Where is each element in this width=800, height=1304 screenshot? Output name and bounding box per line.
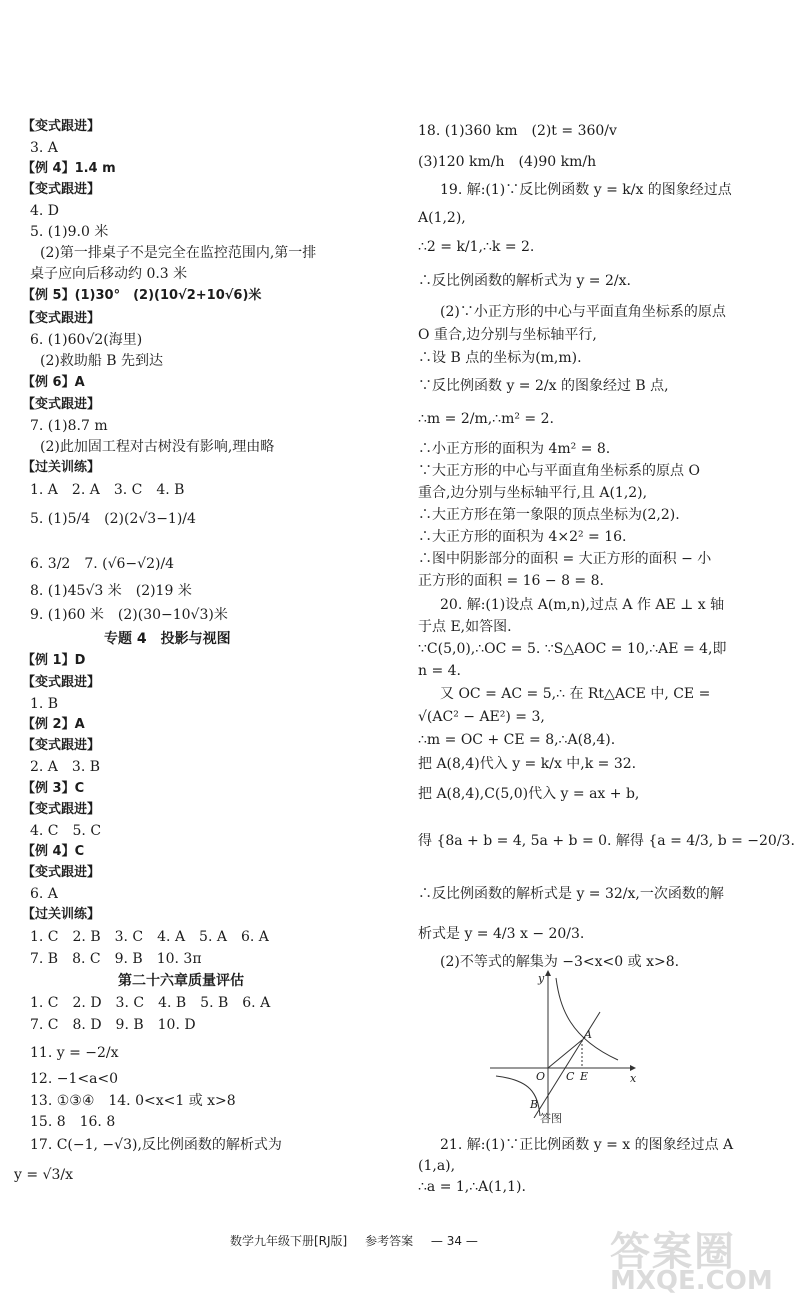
- left-answer-line: 8. (1)45√3 米 (2)19 米: [30, 583, 192, 599]
- left-answer-line: 【变式跟进】: [22, 738, 101, 753]
- left-answer-line: 11. y = −2/x: [30, 1045, 119, 1061]
- right-answer-line: ∴2 = k/1,∴k = 2.: [418, 239, 535, 255]
- right-answer-line: 析式是 y = 4/3 x − 20/3.: [418, 926, 585, 942]
- left-answer-line: 【例 2】A: [22, 717, 85, 732]
- right-answer-line: ∴图中阴影部分的面积 = 大正方形的面积 − 小: [418, 551, 712, 567]
- left-answer-line: y = √3/x: [14, 1167, 73, 1183]
- right-answer-line: 20. 解:(1)设点 A(m,n),过点 A 作 AE ⊥ x 轴: [440, 597, 725, 613]
- y-axis-label: y: [538, 972, 545, 985]
- right-answer-line: ∵反比例函数 y = 2/x 的图象经过 B 点,: [418, 378, 669, 394]
- footer-section: 参考答案: [365, 1234, 414, 1248]
- right-answer-line: ∴反比例函数的解析式是 y = 32/x,一次函数的解: [418, 886, 724, 902]
- left-answer-line: 第二十六章质量评估: [118, 973, 244, 989]
- left-answer-line: 3. A: [30, 140, 58, 156]
- left-answer-line: 12. −1<a<0: [30, 1071, 119, 1087]
- figure-caption: 答图: [540, 1112, 562, 1125]
- left-answer-line: 6. 3/2 7. (√6−√2)/4: [30, 556, 175, 572]
- right-answer-line: ∴小正方形的面积为 4m² = 8.: [418, 441, 611, 457]
- right-answer-line: ∴反比例函数的解析式为 y = 2/x.: [418, 273, 631, 289]
- page-number: — 34 —: [430, 1234, 478, 1248]
- left-answer-line: 17. C(−1, −√3),反比例函数的解析式为: [30, 1137, 282, 1153]
- left-answer-line: 1. B: [30, 696, 59, 712]
- right-answer-line: 18. (1)360 km (2)t = 360/v: [418, 123, 617, 139]
- left-answer-line: 9. (1)60 米 (2)(30−10√3)米: [30, 607, 228, 623]
- left-answer-line: 【例 5】(1)30° (2)(10√2+10√6)米: [22, 288, 262, 303]
- left-answer-line: 13. ①③④ 14. 0<x<1 或 x>8: [30, 1093, 236, 1109]
- footer-book: 数学九年级下册[RJ版]: [230, 1234, 348, 1248]
- left-answer-line: 【变式跟进】: [22, 865, 101, 880]
- right-answer-line: ∵大正方形的中心与平面直角坐标系的原点 O: [418, 463, 700, 479]
- left-answer-line: 1. A 2. A 3. C 4. B: [30, 482, 185, 498]
- left-answer-line: 1. C 2. D 3. C 4. B 5. B 6. A: [30, 995, 271, 1011]
- left-answer-line: 6. A: [30, 886, 58, 902]
- right-answer-line: 又 OC = AC = 5,∴ 在 Rt△ACE 中, CE =: [440, 686, 711, 702]
- right-answer-line: ∵C(5,0),∴OC = 5. ∵S△AOC = 10,∴AE = 4,即: [418, 641, 727, 657]
- right-answer-line: 21. 解:(1)∵正比例函数 y = x 的图象经过点 A: [440, 1137, 734, 1153]
- page-footer: [230, 1232, 492, 1249]
- x-axis-label: x: [630, 1072, 637, 1085]
- right-answer-line: √(AC² − AE²) = 3,: [418, 709, 545, 725]
- left-answer-line: 4. D: [30, 203, 60, 219]
- left-answer-line: 【过关训练】: [22, 460, 101, 475]
- point-a-label: A: [584, 1028, 592, 1041]
- right-answer-line: (3)120 km/h (4)90 km/h: [418, 154, 597, 170]
- left-answer-line: (2)救助船 B 先到达: [40, 353, 164, 369]
- right-answer-line: 把 A(8,4),C(5,0)代入 y = ax + b,: [418, 786, 640, 802]
- watermark-text: 答案圈: [610, 1229, 736, 1275]
- origin-label: O: [536, 1070, 546, 1083]
- right-answer-line: (1,a),: [418, 1158, 456, 1174]
- right-answer-line: A(1,2),: [418, 210, 466, 226]
- point-e-label: E: [580, 1070, 589, 1083]
- right-answer-line: n = 4.: [418, 663, 462, 679]
- left-answer-line: 7. (1)8.7 m: [30, 418, 108, 434]
- left-answer-line: 4. C 5. C: [30, 823, 102, 839]
- left-answer-line: 5. (1)5/4 (2)(2√3−1)/4: [30, 511, 196, 527]
- right-answer-line: (2)不等式的解集为 −3<x<0 或 x>8.: [440, 954, 680, 970]
- answer-figure: [490, 968, 640, 1128]
- left-answer-line: 5. (1)9.0 米: [30, 224, 109, 240]
- left-answer-line: 专题 4 投影与视图: [104, 631, 231, 647]
- watermark-logo: [590, 1220, 790, 1300]
- left-answer-line: 【变式跟进】: [22, 397, 101, 412]
- right-answer-line: 正方形的面积 = 16 − 8 = 8.: [418, 573, 604, 589]
- left-answer-line: 【例 4】1.4 m: [22, 161, 116, 176]
- left-answer-line: 【例 1】D: [22, 653, 86, 668]
- right-answer-line: 得 {8a + b = 4, 5a + b = 0. 解得 {a = 4/3, b = −20/3.: [418, 833, 795, 849]
- left-answer-line: 【例 6】A: [22, 375, 85, 390]
- right-answer-line: ∴a = 1,∴A(1,1).: [418, 1179, 526, 1195]
- left-answer-line: 【变式跟进】: [22, 311, 101, 326]
- left-answer-line: 【变式跟进】: [22, 675, 101, 690]
- left-answer-line: 桌子应向后移动约 0.3 米: [30, 266, 188, 282]
- right-answer-line: 重合,边分别与坐标轴平行,且 A(1,2),: [418, 485, 648, 501]
- left-answer-line: 【变式跟进】: [22, 119, 101, 134]
- left-answer-line: 7. C 8. D 9. B 10. D: [30, 1017, 196, 1033]
- left-answer-line: 2. A 3. B: [30, 759, 101, 775]
- left-answer-line: 【变式跟进】: [22, 802, 101, 817]
- left-answer-line: 【例 4】C: [22, 844, 85, 859]
- right-answer-line: (2)∵小正方形的中心与平面直角坐标系的原点: [440, 304, 726, 320]
- left-answer-line: 7. B 8. C 9. B 10. 3π: [30, 951, 202, 967]
- left-answer-line: 6. (1)60√2(海里): [30, 332, 143, 348]
- right-answer-line: ∴m = 2/m,∴m² = 2.: [418, 411, 554, 427]
- watermark-url: MXQE.COM: [610, 1266, 773, 1296]
- left-answer-line: 1. C 2. B 3. C 4. A 5. A 6. A: [30, 929, 269, 945]
- right-answer-line: ∴大正方形在第一象限的顶点坐标为(2,2).: [418, 507, 680, 523]
- right-answer-line: 把 A(8,4)代入 y = k/x 中,k = 32.: [418, 756, 637, 772]
- point-b-label: B: [530, 1098, 539, 1111]
- right-answer-line: 于点 E,如答图.: [418, 619, 512, 635]
- right-answer-line: ∴m = OC + CE = 8,∴A(8,4).: [418, 732, 616, 748]
- right-answer-line: O 重合,边分别与坐标轴平行,: [418, 327, 597, 343]
- left-answer-line: (2)此加固工程对古树没有影响,理由略: [40, 439, 275, 455]
- hyperbola-branch-1: [556, 978, 618, 1060]
- left-answer-line: (2)第一排桌子不是完全在监控范围内,第一排: [40, 245, 317, 261]
- right-answer-line: 19. 解:(1)∵反比例函数 y = k/x 的图象经过点: [440, 182, 732, 198]
- left-answer-line: 【过关训练】: [22, 907, 101, 922]
- left-answer-line: 【变式跟进】: [22, 182, 101, 197]
- right-answer-line: ∴设 B 点的坐标为(m,m).: [418, 350, 582, 366]
- left-answer-line: 15. 8 16. 8: [30, 1114, 116, 1130]
- right-answer-line: ∴大正方形的面积为 4×2² = 16.: [418, 529, 627, 545]
- left-answer-line: 【例 3】C: [22, 781, 85, 796]
- point-c-label: C: [566, 1070, 575, 1083]
